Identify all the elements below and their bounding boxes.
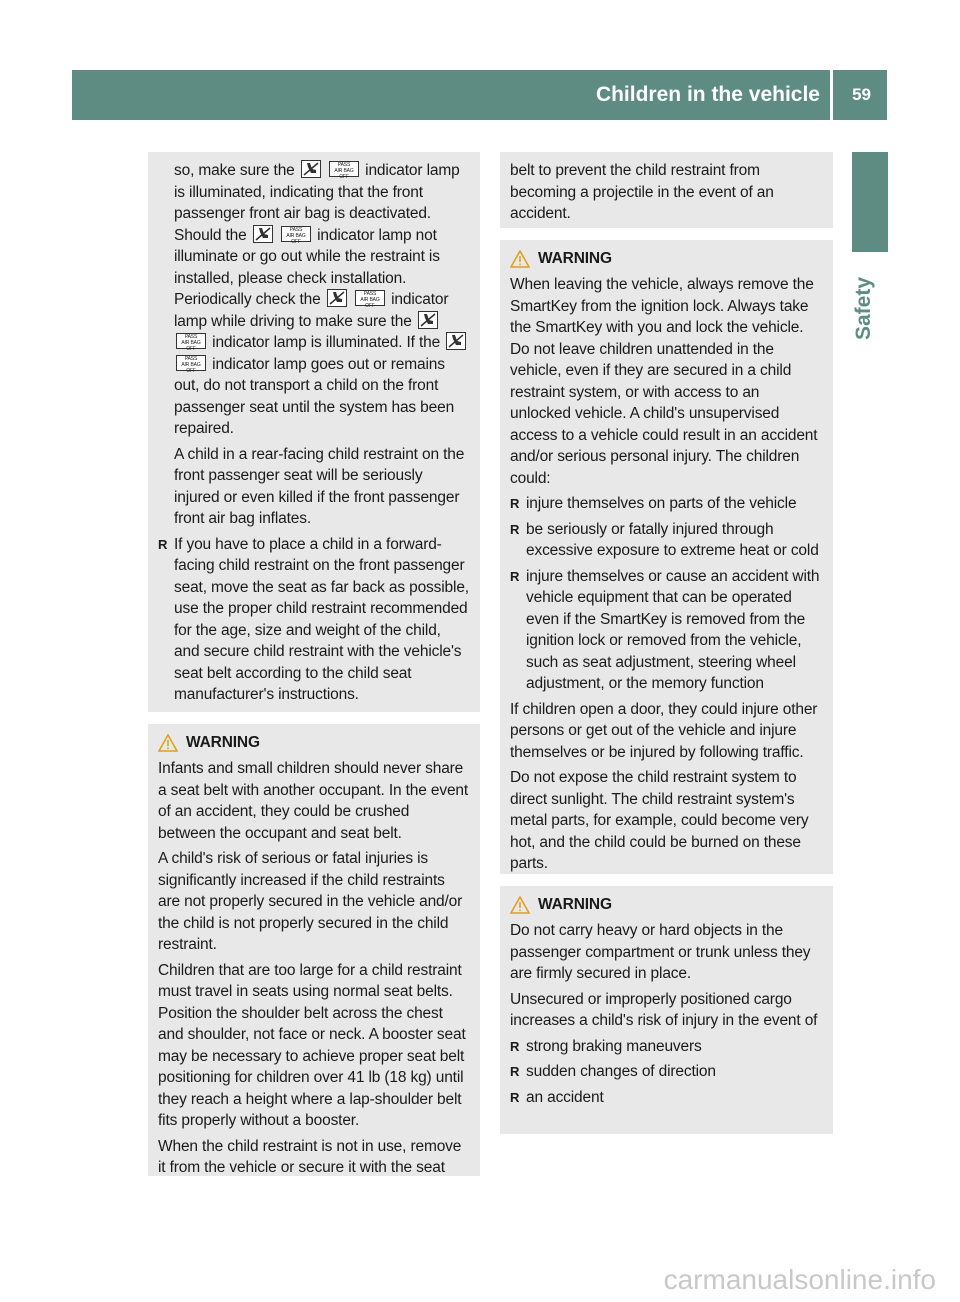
- text-fragment: indicator lamp not illuminate or go out while the restraint is installed, please check installation. Periodically check the: [174, 226, 440, 308]
- indicator-text: AIR BAG OFF: [360, 297, 380, 309]
- list-item: R sudden changes of direction: [510, 1061, 823, 1083]
- warning-triangle-icon: [158, 734, 178, 752]
- warning-triangle-icon: [510, 250, 530, 268]
- warning-box-unattended: [500, 240, 833, 874]
- warning-heading: [510, 894, 823, 916]
- child-seat-indicator-icon: [446, 332, 466, 350]
- pass-airbag-off-indicator-icon: [176, 333, 206, 352]
- right-continuation-box: [500, 152, 833, 228]
- pass-airbag-off-indicator-icon: [176, 355, 206, 374]
- text-fragment: indicator lamp is illuminated, indicating that the front passenger front air bag is deactivated. Should the: [174, 162, 460, 244]
- child-seat-indicator-icon: [327, 289, 347, 307]
- page-header: [72, 70, 887, 120]
- warning-heading: [510, 248, 823, 270]
- chapter-tab: [852, 152, 888, 252]
- indicator-paragraph: [158, 160, 470, 440]
- paragraph: If children open a door, they could injure other persons or get out of the vehicle and injure themselves or be injured by following traffic.: [510, 700, 818, 761]
- text-fragment: indicator lamp is illuminated. If the: [212, 334, 441, 351]
- page-number: 59: [852, 85, 871, 104]
- indicator-text: AIR BAG OFF: [334, 168, 354, 180]
- paragraph: Do not carry heavy or hard objects in the passenger compartment or trunk unless they are firmly secured in place.: [510, 922, 811, 982]
- text-fragment: so, make sure the: [174, 162, 295, 179]
- chapter-label: Safety: [852, 276, 875, 340]
- list-item: R strong braking maneuvers: [510, 1036, 823, 1058]
- paragraph: Do not expose the child restraint system to direct sunlight. The child restraint system's metal parts, for example, could become very hot, and the child could be burned on these parts.: [510, 769, 809, 872]
- pass-airbag-off-indicator-icon: [329, 161, 359, 180]
- child-seat-indicator-icon: [418, 311, 438, 329]
- warning-title: WARNING: [186, 734, 260, 752]
- indicator-text: AIR BAG OFF: [181, 340, 201, 352]
- indicator-text: PASS: [184, 334, 198, 340]
- header-divider: [830, 70, 833, 120]
- list-item: R injure themselves on parts of the vehicle: [510, 493, 823, 515]
- list-item: R be seriously or fatally injured through excessive exposure to extreme heat or cold: [510, 519, 823, 562]
- watermark: carmanualsonline.info: [663, 1264, 936, 1295]
- warning-heading: [158, 732, 470, 754]
- paragraph: When the child restraint is not in use, remove it from the vehicle or secure it with the seat: [158, 1137, 462, 1176]
- paragraph: Children that are too large for a child restraint must travel in seats using normal seat belts. Position the shoulder belt across the chest and shoulder, not face or neck. A booster seat may be necessary to achieve proper seat belt positioning for children over 41 lb (18 kg) until they reach a height where a lap-shoulder belt fits properly without a booster.: [158, 961, 466, 1129]
- warning-box-seat-belt: [148, 724, 480, 1176]
- child-seat-indicator-icon: [253, 225, 273, 243]
- paragraph: belt to prevent the child restraint from becoming a projectile in the event of an accident.: [510, 162, 774, 222]
- warning-box-cargo: [500, 886, 833, 1134]
- warning-title: WARNING: [538, 896, 612, 914]
- left-info-box: [148, 152, 480, 712]
- indicator-text: PASS: [184, 355, 198, 362]
- warning-triangle-icon: [510, 896, 530, 914]
- list-item: R If you have to place a child in a forward-facing child restraint on the front passenger seat, move the seat as far back as possible, use the proper child restraint recommended for the age, size and weight of the child, and secure child restraint with the vehicle's seat belt according to the child seat manufacturer's instructions.: [158, 534, 470, 706]
- text-fragment: indicator lamp while driving to make sure the: [174, 291, 449, 330]
- paragraph: When leaving the vehicle, always remove the SmartKey from the ignition lock. Always take the SmartKey with you and lock the vehicle. Do not leave children unattended in the vehicle, even if they are secured in a child restraint system, or with access to an unlocked vehicle. A child's unsupervised access to a vehicle could result in an accident and/or serious personal injury. The children could:: [510, 276, 818, 487]
- paragraph: Unsecured or improperly positioned cargo increases a child's risk of injury in the event of: [510, 990, 818, 1029]
- indicator-text: AIR BAG OFF: [181, 361, 201, 374]
- text-fragment: indicator lamp goes out or remains out, do not transport a child on the front passenger seat until the system has been repaired.: [174, 355, 455, 437]
- section-title: Children in the vehicle: [595, 83, 820, 106]
- paragraph: Infants and small children should never share a seat belt with another occupant. In the event of an accident, they could be crushed between the occupant and seat belt.: [158, 760, 469, 842]
- pass-airbag-off-indicator-icon: [355, 290, 385, 309]
- paragraph: A child's risk of serious or fatal injuries is significantly increased if the child restraints are not properly secured in the vehicle and/or the child is not properly secured in the child restraint.: [158, 850, 463, 953]
- indicator-text: PASS: [289, 226, 303, 233]
- warning-title: WARNING: [538, 250, 612, 268]
- list-item: R an accident: [510, 1087, 823, 1109]
- child-seat-indicator-icon: [301, 160, 321, 178]
- rear-facing-paragraph: A child in a rear-facing child restraint on the front passenger seat will be seriously injured or even killed if the front passenger front air bag inflates.: [174, 445, 465, 527]
- pass-airbag-off-indicator-icon: [281, 226, 311, 245]
- indicator-text: AIR BAG OFF: [286, 232, 306, 245]
- list-item: R injure themselves or cause an accident with vehicle equipment that can be operated even if the SmartKey is removed from the ignition lock or removed from the vehicle, such as seat adjustment, steering wheel adjustment, or the memory function: [510, 566, 823, 695]
- indicator-text: PASS: [337, 162, 351, 168]
- indicator-text: PASS: [363, 291, 377, 297]
